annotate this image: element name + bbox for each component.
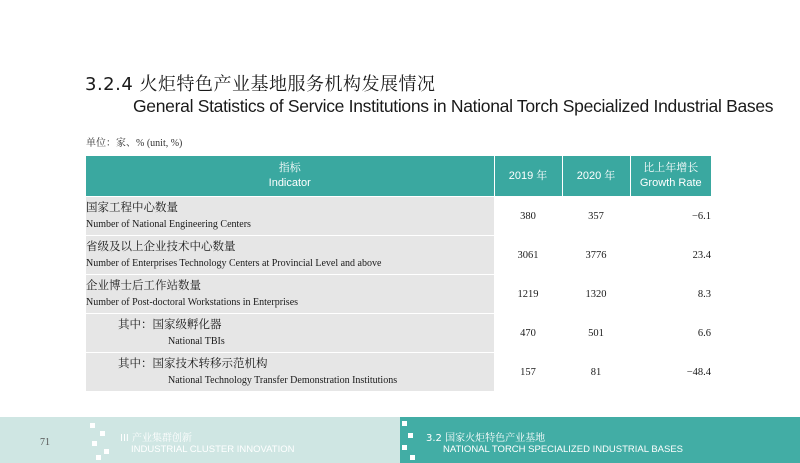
value-2020: 1320 — [562, 275, 630, 314]
indicator-en: National TBIs — [168, 336, 225, 347]
indicator-en: Number of Post-doctoral Workstations in Enterprises — [86, 297, 299, 308]
indicator-en: Number of Enterprises Technology Centers at Provincial Level and above — [86, 258, 382, 269]
footer-right-section-en: NATIONAL TORCH SPECIALIZED INDUSTRIAL BASES — [443, 444, 684, 455]
table-row — [86, 353, 711, 392]
indicator-cell — [86, 275, 494, 314]
decorative-square — [104, 449, 109, 454]
table-row — [86, 197, 711, 236]
value-2019: 470 — [494, 314, 562, 353]
value-growth: 6.6 — [630, 314, 711, 353]
value-growth: 23.4 — [630, 236, 711, 275]
header-growth-cn: 比上年增长 — [643, 162, 699, 174]
value-2019: 3061 — [494, 236, 562, 275]
value-growth: 8.3 — [630, 275, 711, 314]
table-row — [86, 314, 711, 353]
header-indicator-en: Indicator — [268, 177, 311, 189]
value-2019: 1219 — [494, 275, 562, 314]
value-growth: −6.1 — [630, 197, 711, 236]
page-title-cn: 3.2.4 火炬特色产业基地服务机构发展情况 — [85, 74, 436, 95]
indicator-cn: 企业博士后工作站数量 — [86, 278, 201, 292]
decorative-square — [100, 431, 105, 436]
value-2020: 3776 — [562, 236, 630, 275]
table-header-row — [86, 156, 711, 197]
value-2019: 380 — [494, 197, 562, 236]
footer-left-band — [0, 417, 400, 463]
value-2020: 81 — [562, 353, 630, 392]
value-2020: 357 — [562, 197, 630, 236]
decorative-square — [92, 441, 97, 446]
decorative-square — [408, 433, 413, 438]
indicator-cn: 其中：国家技术转移示范机构 — [118, 356, 268, 370]
value-2020: 501 — [562, 314, 630, 353]
decorative-square — [402, 421, 407, 426]
decorative-square — [90, 423, 95, 428]
header-indicator — [86, 156, 494, 197]
decorative-square — [96, 455, 101, 460]
value-2019: 157 — [494, 353, 562, 392]
unit-label: 单位：家、% (unit, %) — [86, 138, 183, 149]
indicator-en: National Technology Transfer Demonstration Institutions — [168, 375, 398, 386]
header-indicator-cn: 指标 — [278, 162, 301, 174]
indicator-cell — [86, 236, 494, 275]
indicator-en: Number of National Engineering Centers — [86, 219, 251, 230]
indicator-cn: 省级及以上企业技术中心数量 — [86, 239, 236, 253]
footer-right-section-cn: 3.2 国家火炬特色产业基地 — [426, 433, 546, 444]
page-number: 71 — [40, 437, 50, 448]
table-row — [86, 236, 711, 275]
statistics-table — [86, 156, 711, 391]
header-2019: 2019 年 — [494, 156, 562, 197]
header-2020: 2020 年 — [562, 156, 630, 197]
table-row — [86, 275, 711, 314]
footer-left-section-en: INDUSTRIAL CLUSTER INNOVATION — [131, 444, 295, 455]
header-growth-en: Growth Rate — [639, 177, 702, 189]
footer-left-section-cn: III 产业集群创新 — [120, 433, 193, 444]
indicator-cell — [86, 353, 494, 392]
indicator-cn: 国家工程中心数量 — [86, 200, 178, 214]
decorative-square — [402, 445, 407, 450]
page-footer — [0, 417, 800, 463]
header-growth — [630, 156, 711, 197]
decorative-square — [410, 455, 415, 460]
value-growth: −48.4 — [630, 353, 711, 392]
indicator-cell — [86, 197, 494, 236]
indicator-cell — [86, 314, 494, 353]
indicator-cn: 其中：国家级孵化器 — [118, 317, 222, 331]
page-title-en: General Statistics of Service Institutions in National Torch Specialized Industrial Bases — [133, 96, 774, 116]
